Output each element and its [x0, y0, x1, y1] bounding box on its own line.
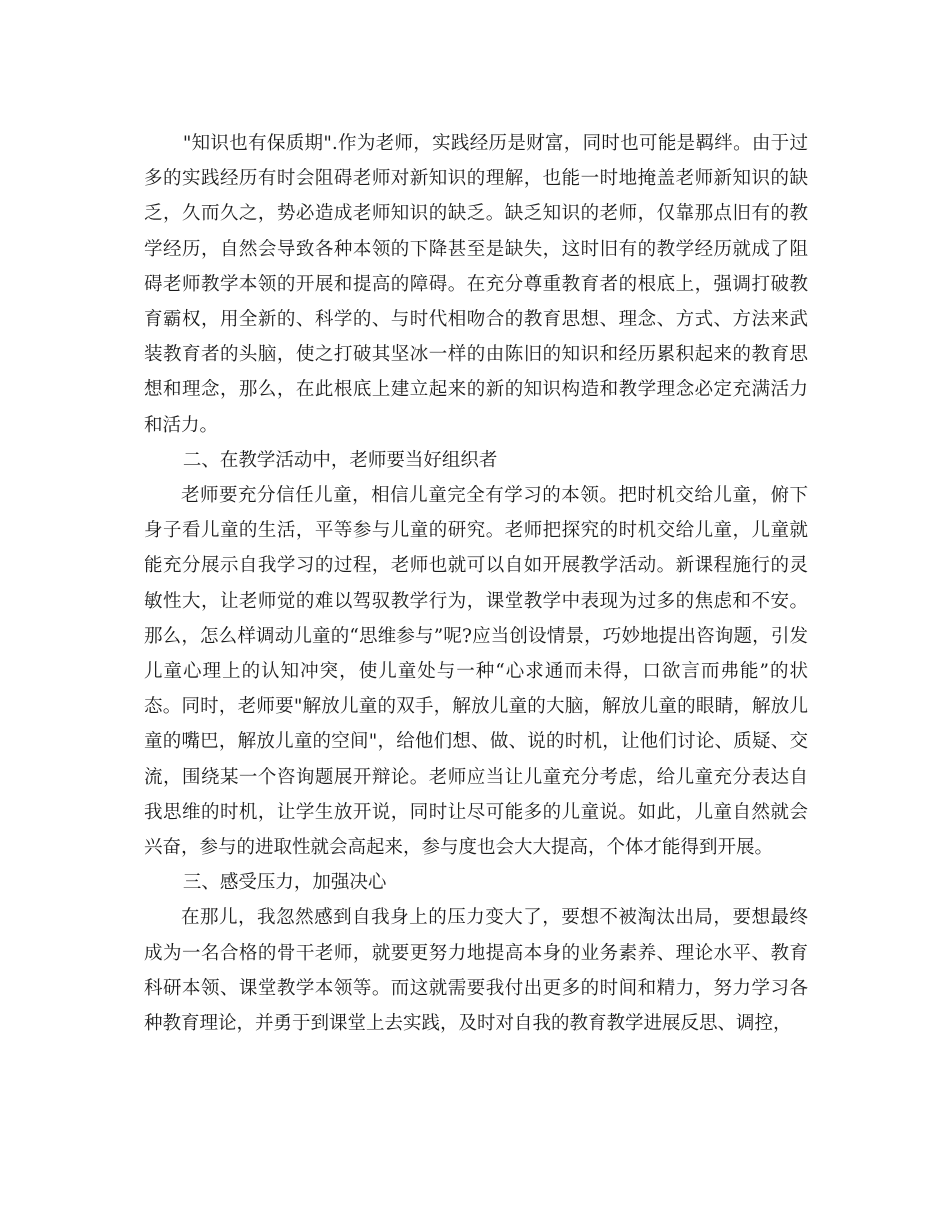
section-heading-organizer: 二、在教学活动中，老师要当好组织者 [182, 449, 498, 471]
paragraph-feel-pressure: 在那儿，我忽然感到自我身上的压力变大了，要想不被淘汰出局，要想最终成为一名合格的骨干老师，就要更努力地提高本身的业务素养、理论水平、教育科研本领、课堂教学本领等。而这就需要我付出更多的时间和精力，努力学习各种教育理论，并勇于到课堂上去实践，及时对自我的教育教学进展反思、调控， [144, 907, 808, 1035]
paragraph-trust-children: 老师要充分信任儿童，相信儿童完全有学习的本领。把时机交给儿童，俯下身子看儿童的生活，平等参与儿童的研究。老师把探究的时机交给儿童，儿童就能充分展示自我学习的过程，老师也就可以自如开展教学活动。新课程施行的灵敏性大，让老师觉的难以驾驭教学行为，课堂教学中表现为过多的焦虑和不安。那么，怎么样调动儿童的“思维参与”呢?应当创设情景，巧妙地提出咨询题，引发儿童心理上的认知冲突，使儿童处与一种“心求通而未得，口欲言而弗能”的状态。同时，老师要"解放儿童的双手，解放儿童的大脑，解放儿童的眼睛，解放儿童的嘴巴，解放儿童的空间"，给他们想、做、说的时机，让他们讨论、质疑、交流，围绕某一个咨询题展开辩论。老师应当让儿童充分考虑，给儿童充分表达自我思维的时机，让学生放开说，同时让尽可能多的儿童说。如此，儿童自然就会兴奋，参与的进取性就会高起来，参与度也会大大提高，个体才能得到开展。 [144, 485, 808, 859]
document-body [144, 126, 808, 1041]
paragraph-knowledge-shelf-life: "知识也有保质期".作为老师，实践经历是财富，同时也可能是羁绊。由于过多的实践经历有时会阻碍老师对新知识的理解，也能一时地掩盖老师新知识的缺乏，久而久之，势必造成老师知识的缺乏。缺乏知识的老师，仅靠那点旧有的教学经历，自然会导致各种本领的下降甚至是缺失，这时旧有的教学经历就成了阻碍老师教学本领的开展和提高的障碍。在充分尊重教育者的根底上，强调打破教育霸权，用全新的、科学的、与时代相吻合的教育思想、理念、方式、方法来武装教育者的头脑，使之打破其坚冰一样的由陈旧的知识和经历累积起来的教育思想和理念，那么，在此根底上建立起来的新的知识构造和教学理念必定充满活力和活力。 [144, 133, 808, 436]
section-heading-pressure: 三、感受压力，加强决心 [182, 872, 387, 894]
